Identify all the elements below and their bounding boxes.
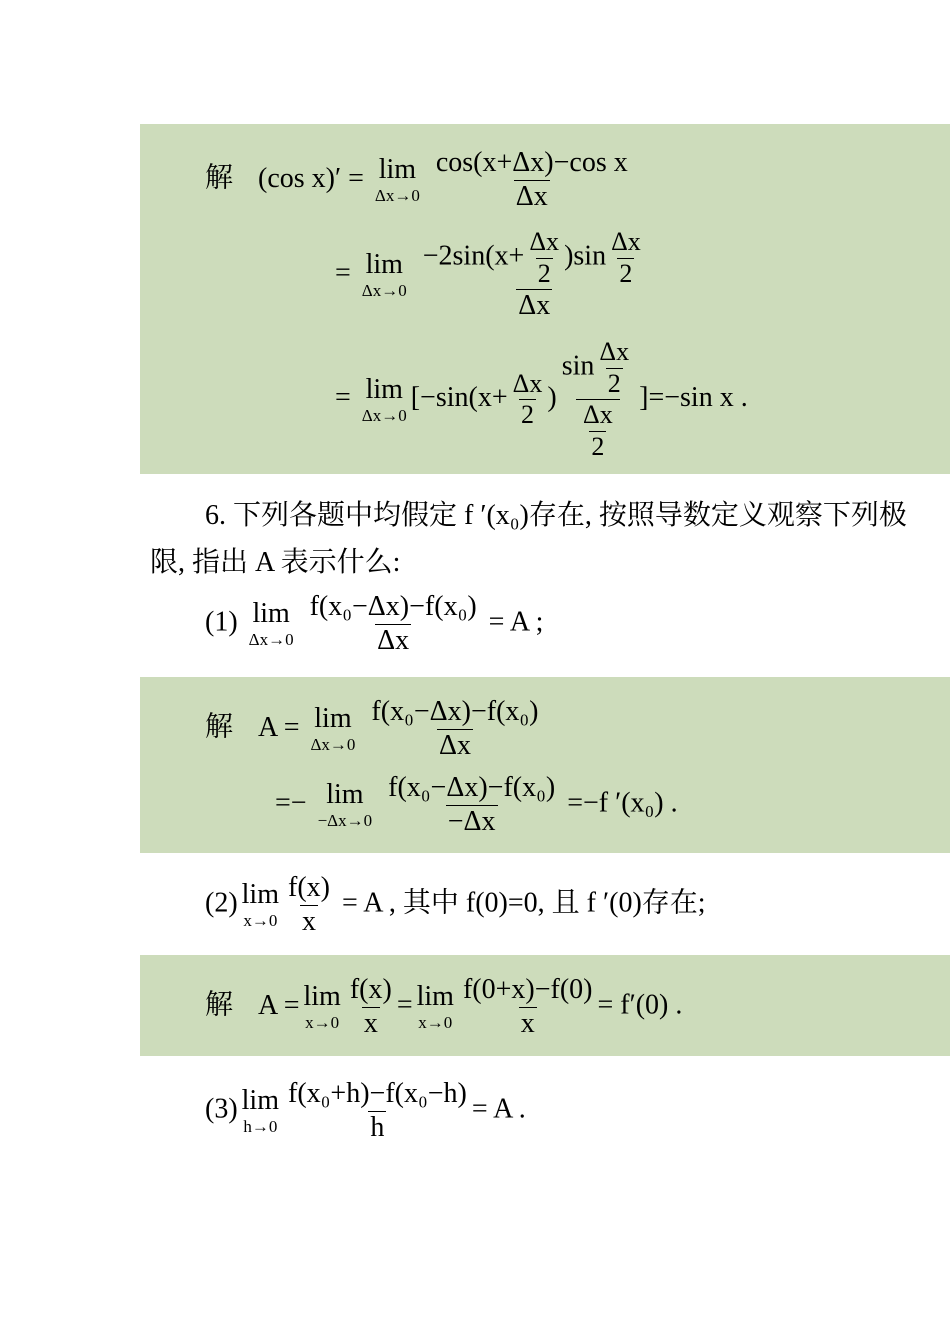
limit-operator: lim −Δx→0	[317, 779, 373, 831]
sum-to-product-fraction: −2sin(x+ $\frac{\Delta x}{2}$ )sin $\frac{\Delta x}{2}$ Δx	[422, 227, 641, 322]
limit-operator: lim Δx→0	[310, 703, 356, 755]
sol1-line3: = lim Δx→0 [−sin(x+ $\frac{\Delta x}{2}$ ) sin $\frac{\Delta x}{2}$ $\frac{\Delta x}{2}$ ]=−sin x .	[335, 337, 748, 461]
limit-operator: lim Δx→0	[361, 248, 407, 300]
limit-operator: lim Δx→0	[361, 373, 407, 425]
question-6-line1: 6. 下列各题中均假定 f ′(x₀)存在, 按照导数定义观察下列极	[205, 500, 907, 531]
sol2-fraction: $\frac{\text{f(x₀−Δx)−f(x₀)}}{\Delta x}$	[371, 696, 539, 761]
sol1-line1	[205, 148, 633, 213]
question-6-line2: 限, 指出 A 表示什么:	[150, 547, 401, 578]
problem-1-fraction: $\frac{\text{f(x₀−Δx)−f(x₀)}}{\Delta x}$	[309, 591, 477, 656]
solution-label: 解	[205, 989, 234, 1021]
sol1-line2: = lim Δx→0 −2sin(x+ $\frac{\Delta x}{2}$ )sin $\frac{\Delta x}{2}$ Δx	[335, 228, 651, 322]
solution-label: 解	[205, 162, 234, 194]
limit-operator: lim h→0	[241, 1085, 279, 1137]
problem-2: (2) lim x→0 $\frac{f(x)}{x}$ = A , 其中 f(0)=0, 且 f ′(0)存在;	[205, 872, 706, 937]
sol3-fraction-2: $\frac{f(0+x)-f(0)}{x}$	[462, 974, 593, 1039]
limit-operator: lim x→0	[241, 879, 279, 931]
limit-operator: lim Δx→0	[248, 598, 294, 650]
sol2-fraction-2: $\frac{\text{f(x₀−Δx)−f(x₀)}}{-\Delta x}$	[388, 772, 556, 837]
problem-1: (1) lim Δx→0 $\frac{\text{f(x₀−Δx)−f(x₀)}}{\Delta x}$ = A ;	[205, 591, 544, 656]
problem-3: (3) lim h→0 $\frac{\text{f(x₀+h)−f(x₀−h)}}{h}$ = A .	[205, 1078, 526, 1143]
sinc-fraction: sin $\frac{\Delta x}{2}$ $\frac{\Delta x}{2}$	[561, 337, 630, 461]
sol3-line: 解 A = lim x→0 $\frac{f(x)}{x}$ = lim x→0 $\frac{f(0+x)-f(0)}{x}$ = f′(0) .	[205, 974, 683, 1039]
difference-quotient: $\frac{\text{cos(x+Δx)−cos x}}{\Delta x}$	[435, 147, 628, 212]
solution-label: 解	[205, 711, 234, 743]
sol3-fraction-1: $\frac{f(x)}{x}$	[349, 974, 392, 1039]
limit-operator: lim Δx→0	[374, 154, 420, 206]
sol2-line2: =− lim −Δx→0 $\frac{\text{f(x₀−Δx)−f(x₀)}}{-\Delta x}$ =−f ′(x₀) .	[275, 772, 678, 837]
problem-2-fraction: $\frac{f(x)}{x}$	[288, 872, 330, 937]
sol1-lhs: (cos x)′ =	[258, 162, 364, 194]
sol2-line1: 解 A = lim Δx→0 $\frac{\text{f(x₀−Δx)−f(x₀)}}{\Delta x}$	[205, 696, 539, 761]
problem-3-fraction: $\frac{\text{f(x₀+h)−f(x₀−h)}}{h}$	[288, 1078, 467, 1143]
limit-operator: lim x→0	[416, 981, 454, 1033]
limit-operator: lim x→0	[303, 981, 341, 1033]
